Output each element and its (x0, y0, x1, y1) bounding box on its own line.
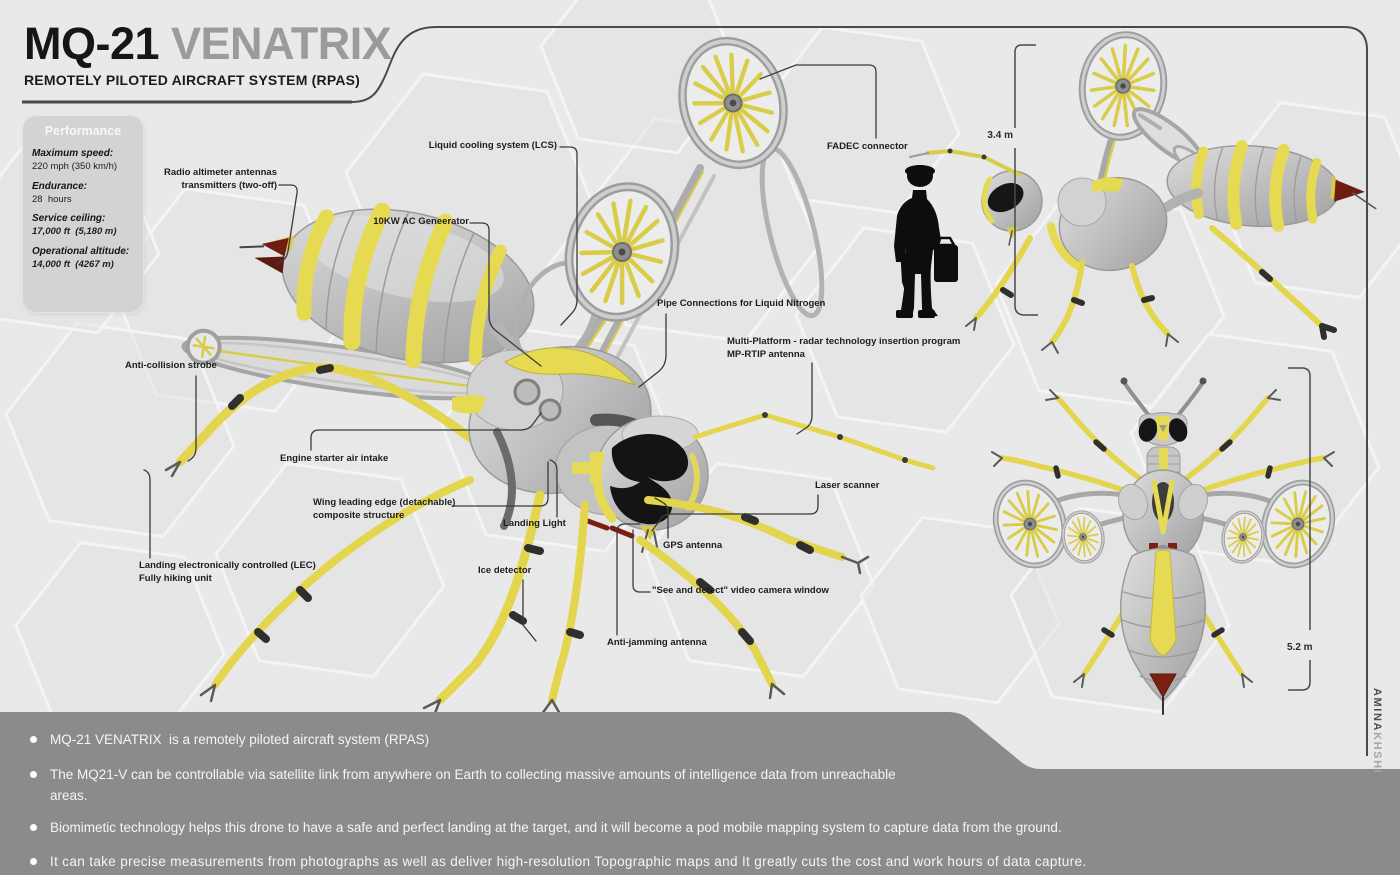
bullet-dot-icon (30, 824, 37, 831)
side-height-measurement: 3.4 m (987, 130, 1013, 141)
callout-line: Wing leading edge (detachable) (313, 497, 456, 508)
callout-line: Multi-Platform - radar technology insertion program (727, 336, 961, 347)
bullet-dot-icon (30, 771, 37, 778)
callout-line: Anti-collision strobe (125, 360, 217, 371)
spec-label: Maximum speed: (32, 148, 114, 159)
artist-credit-bold: AMINA (1371, 688, 1383, 733)
bullet-text: Biomimetic technology helps this drone to have a safe and perfect landing at the target, and it will become a pod mobile mapping system to capture data from the ground. (50, 819, 1062, 835)
callout-line: Fully hiking unit (139, 572, 212, 584)
performance-panel (22, 115, 144, 313)
footer-bullet (30, 818, 1370, 838)
hexagon-decoration (16, 543, 224, 738)
callout-line: Anti-jamming antenna (607, 637, 707, 648)
artist-credit-light: KHSHI (1371, 732, 1383, 775)
top-span-measurement: 5.2 m (1287, 642, 1313, 653)
spec-row (32, 148, 134, 172)
bullet-dot-icon (30, 858, 37, 865)
bullet-text: The MQ21-V can be controllable via satellite link from anywhere on Earth to collecting massive amounts of intelligence data from unreachable areas. (50, 767, 900, 803)
callout-line: composite structure (313, 509, 405, 521)
footer-bullet (30, 730, 1370, 750)
callout-line: Radio altimeter antennas (164, 167, 277, 178)
spec-label: Service ceiling: (32, 213, 106, 224)
spec-row (32, 246, 134, 270)
performance-spec-list (32, 148, 134, 270)
spec-value: 17,000 ft (5,180 m) (32, 226, 117, 237)
page-title (24, 20, 391, 67)
top-head (1136, 413, 1191, 446)
callout-line: Landing Light (503, 518, 566, 529)
bullet-text: It can take precise measurements from photographs as well as deliver high-resolution Topographic maps and It greatly cuts the cost and work hours of data capture. (50, 854, 1087, 869)
spec-row (32, 181, 134, 205)
callout-line: MP-RTIP antenna (727, 348, 805, 360)
artist-credit (1371, 688, 1383, 774)
callout-line: 10KW AC Geneerator (373, 216, 469, 227)
callout-line: Liquid cooling system (LCS) (428, 140, 557, 151)
spec-label: Operational altitude: (32, 245, 130, 257)
spec-value: 28 hours (32, 193, 72, 205)
title-block (24, 20, 391, 88)
footer-bullet (30, 765, 935, 806)
spec-value: 14,000 ft (4267 m) (32, 258, 114, 270)
callout-line: Engine starter air intake (280, 453, 389, 464)
callout-line: FADEC connector (827, 141, 908, 152)
performance-heading: Performance (44, 124, 122, 138)
footer-bullet-list (30, 730, 1370, 875)
bullet-text: MQ-21 VENATRIX is a remotely piloted aircraft system (RPAS) (50, 732, 430, 747)
callout-line: Laser scanner (815, 480, 880, 491)
callout-line: Landing electronically controlled (LEC) (139, 560, 316, 571)
footer-bullet (30, 852, 1370, 872)
callout-line: GPS antenna (663, 540, 723, 551)
callout-line: "See and detect" video camera window (652, 585, 829, 596)
callout-line: Ice detector (478, 565, 532, 576)
spec-row (32, 213, 134, 237)
spec-label: Endurance: (32, 180, 88, 192)
title-model: MQ-21 (24, 18, 160, 69)
spec-value: 220 mph (350 km/h) (32, 161, 118, 172)
bullet-dot-icon (30, 736, 37, 743)
title-name: VENATRIX (171, 18, 392, 69)
callout-line: Pipe Connections for Liquid Nitrogen (657, 298, 826, 309)
callout-line: transmitters (two-off) (181, 179, 277, 191)
title-subtitle: REMOTELY PILOTED AIRCRAFT SYSTEM (RPAS) (24, 72, 361, 89)
